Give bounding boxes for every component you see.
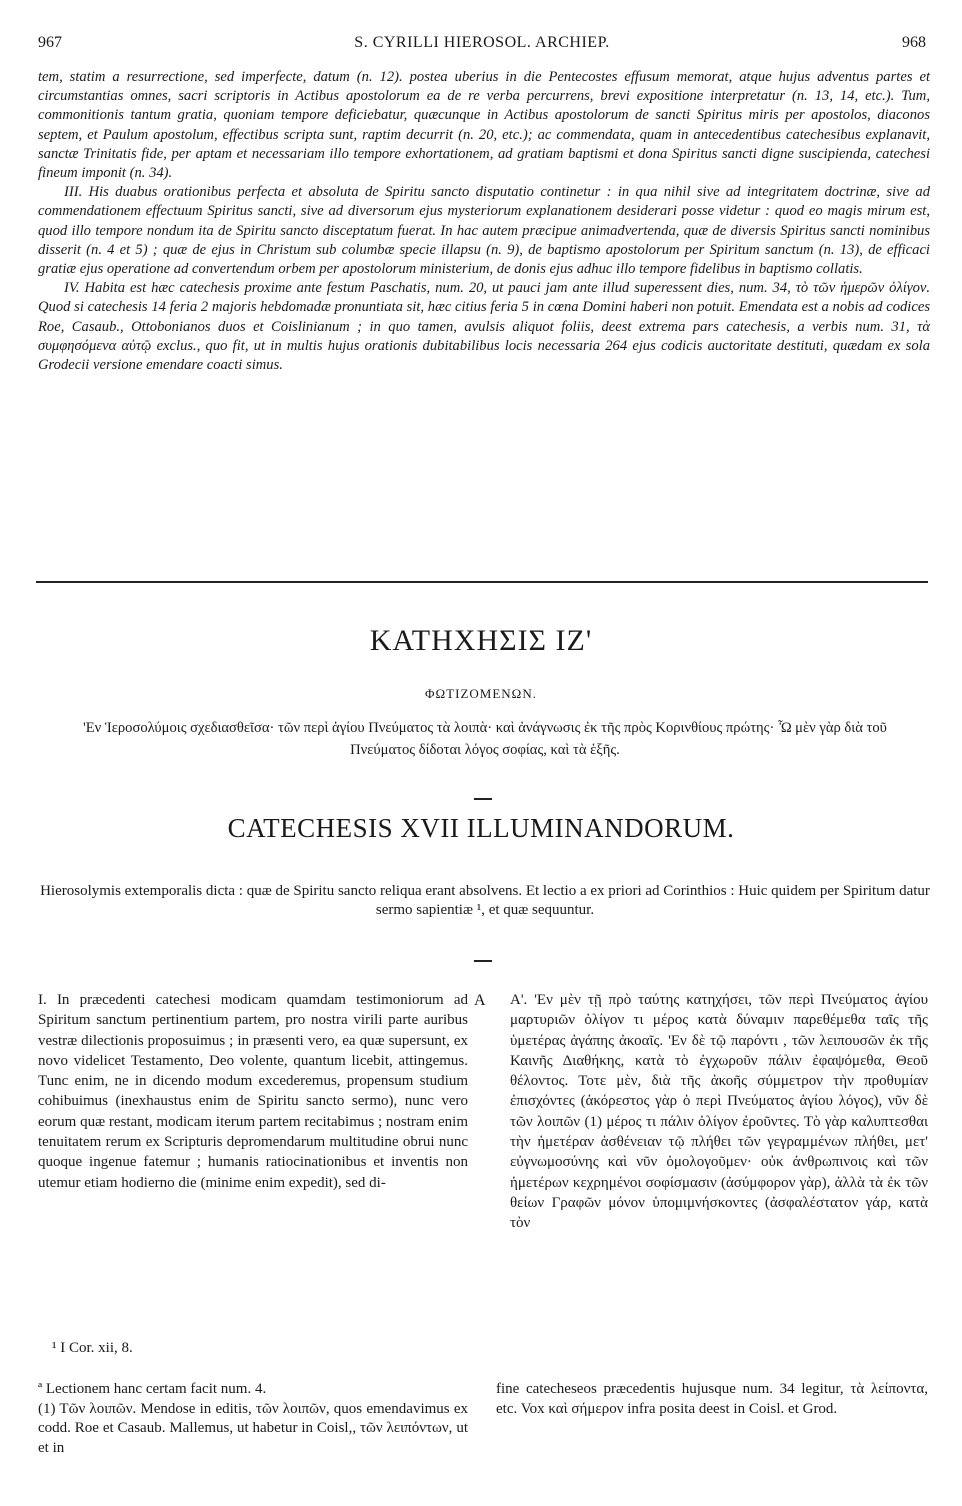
greek-description: 'Εν Ἱεροσολύμοις σχεδιασθεῖσα· τῶν περὶ ἁγίου Πνεύματος τὰ λοιπὰ· καὶ ἀνάγνωσις ἐκ τῆς πρὸς Κορινθίους πρώτης· Ὧ μὲν γὰρ διὰ τοῦ Πνεύματος δίδοται λόγος σοφίας, καὶ τὰ ἑξῆς. bbox=[83, 720, 887, 758]
footnotes-left bbox=[38, 1380, 468, 1458]
footnote-a: ª Lectionem hanc certam facit num. 4. bbox=[38, 1381, 267, 1397]
greek-title: ΚΑΤΗΧΗΣΙΣ ΙΖ' bbox=[369, 624, 593, 657]
footnote-continuation: fine catecheseos præcedentis hujusque num. 34 legitur, τὰ λείποντα, etc. Vox καὶ σήμερον infra posita deest in Coisl. et Grod. bbox=[496, 1381, 928, 1417]
intro-paragraph: IV. Habita est hæc catechesis proxime ante festum Paschatis, num. 20, ut pauci jam ante illud superessent dies, num. 34, τὸ τῶν ἡμερῶν ὀλίγον. Quod si catechesis 14 feria 2 majoris hebdomadæ pronuntiata sit, hæc citius feria 5 in cœna Domini haberi non potuit. Emendata est a nobis ad codices Roe, Casaub., Ottobonianos duos et Coislinianum ; in quo tamen, avulsis aliquot foliis, deest extrema pars catechesis, a verbis num. 31, τὰ συμφησόμενα αὐτῷ exclus., quo fit, ut in multis hujus orationis dubitabilibus locis necessaria 264 ejus codicis auctoritate destituti, quædam ex sola Grodecii versione emendare coacti simus. bbox=[38, 280, 930, 374]
latin-title: CATECHESIS XVII ILLUMINANDORUM. bbox=[227, 813, 735, 843]
short-dash bbox=[474, 960, 492, 962]
intro-text bbox=[38, 68, 930, 375]
scripture-footnote: ¹ I Cor. xii, 8. bbox=[52, 1340, 133, 1356]
column-marker: A bbox=[474, 992, 486, 1009]
page-header bbox=[38, 34, 926, 58]
latin-column bbox=[38, 990, 468, 1193]
intro-paragraph: III. His duabus orationibus perfecta et absoluta de Spiritu sancto disputatio continetur : in qua nihil sive ad integritatem doctrinæ, sive ad commendationem effectuum Spiritus sancti, sive ad diversorum ejus mysteriorum explanationem desiderari posse videtur : quod eo magis mirum est, quod illo tempore nondum ita de Spiritu sancto disceptatum fuerat. In hac autem præcipue animadvertenda, quæ de diversis Spiritus sancti nominibus disserit (n. 4 et 5) ; quæ de ejus in Christum sub columbæ specie illapsu (n. 9), de baptismo apostolorum per Spiritum sanctum (n. 13), de efficaci gratiæ ejus operatione ad convertendum orbem per apostolorum ministerium, de donis ejus adhuc illo tempore fidelibus in baptismo collatis. bbox=[38, 184, 930, 278]
page-number-left: 967 bbox=[38, 34, 62, 51]
greek-column-text: Α'. 'Εν μὲν τῇ πρὸ ταύτης κατηχήσει, τῶν περὶ Πνεύματος ἁγίου μαρτυριῶν ὀλίγον τι μέρος κατὰ δύναμιν παρεθέμεθα ταῖς τῆς ὑμετέρας ἀγάπης ἀκοαῖς. 'Εν δὲ τῷ παρόντι , τῶν λειπουσῶν ἐκ τῆς Καινῆς Διαθήκης, κατὰ τὸ ἐγχωροῦν πάλιν ἐφαψόμεθα, Θεοῦ θέλοντος. Τοτε μὲν, διὰ τῆς ἀκοῆς σύμμετρον τὴν προθυμίαν ἐπισχόντες (ἀκόρεστος γὰρ ὁ περὶ Πνεύματος ἁγίου λόγος), νῦν δὲ τῶν λοιπῶν (1) μέρος τι πάλιν ὀλίγον ἐροῦντες. Τὸ γὰρ καλυπτεσθαι τὴν ἡμετέραν ἀσθένειαν τῷ πλήθει τῶν γεγραμμένων πλήθει, μετ' εὐγνωμοσύνης καὶ νῦν ὁμολογοῦμεν· οὐκ ἀνθρωπινοις καὶ τῶν ἡμετέρων κεχρημένοι σοφίσμασιν (ἀσύμφορον γὰρ), ἀλλὰ τὰ ἐκ τῶν θείων Γραφῶν μόνον ὑπομιμνήσκοντες (ἀσφαλέστατον γάρ, κατὰ τὸν bbox=[510, 992, 928, 1232]
footnote-1: (1) Τῶν λοιπῶν. Mendose in editis, τῶν λοιπῶν, quos emendavimus ex codd. Roe et Casaub. Mallemus, ut habetur in Coisl,, τῶν λειπόντων, ut et in bbox=[38, 1400, 468, 1456]
page-number-right: 968 bbox=[902, 34, 926, 51]
section-divider bbox=[36, 581, 928, 583]
greek-subtitle: ΦΩΤΙΖΟΜΕΝΩΝ. bbox=[425, 686, 537, 701]
running-title: S. CYRILLI HIEROSOL. ARCHIEP. bbox=[354, 34, 610, 51]
latin-description: Hierosolymis extemporalis dicta : quæ de Spiritu sancto reliqua erant absolvens. Et lectio a ex priori ad Corinthios : Huic quidem per Spiritum datur sermo sapientiæ ¹, et quæ sequuntur. bbox=[40, 883, 930, 918]
intro-paragraph: tem, statim a resurrectione, sed imperfecte, datum (n. 12). postea uberius in die Pentecostes effusum memorat, atque hujus adventus partes et circumstantias omnes, sacri scriptoris in Actibus apostolorum ea de re verba percurrens, brevi expositione interpretatur (n. 13, 14, etc.). Tum, commonitionis tantum gratia, quoniam tempore deficiebatur, quæcunque in Actibus apostolorum de sancti Spiritus miris per apostolos, diaconos septem, et Paulum apostolum, effectibus scripta sunt, raptim decurrit (n. 20, etc.); ac commendata, quam in antecedentibus catechesibus explanavit, sanctæ Trinitatis fide, per aptam et necessariam illo tempore exhortationem, ad gratiam baptismi et dona Spiritus sancti digne suscipienda, catechesi fineum imponit (n. 34). bbox=[38, 69, 930, 182]
latin-column-text: I. In præcedenti catechesi modicam quamdam testimoniorum ad Spiritum sanctum pertinentium partem, pro nostra virili parte auribus vestræ dilectionis proposuimus ; in præsenti vero, ea quæ supersunt, ex novo videlicet Testamento, Deo volente, quantum licebit, attingemus. Tunc enim, ne in dicendo modum excederemus, propensum studium cohibuimus (inexhaustus enim de Spiritu sancto sermo), nunc vero eorum quæ restant, modicam iterum partem recitabimus ; nostram enim tenuitatem rerum ex Scripturis depromendarum multitudine obrui nunc quoque ingenue fatemur ; humanis ratiocinationibus et inventis non utemur etiam hodierno die (minime enim expedit), sed di- bbox=[38, 992, 468, 1191]
greek-column bbox=[510, 990, 928, 1234]
short-dash bbox=[474, 798, 492, 800]
